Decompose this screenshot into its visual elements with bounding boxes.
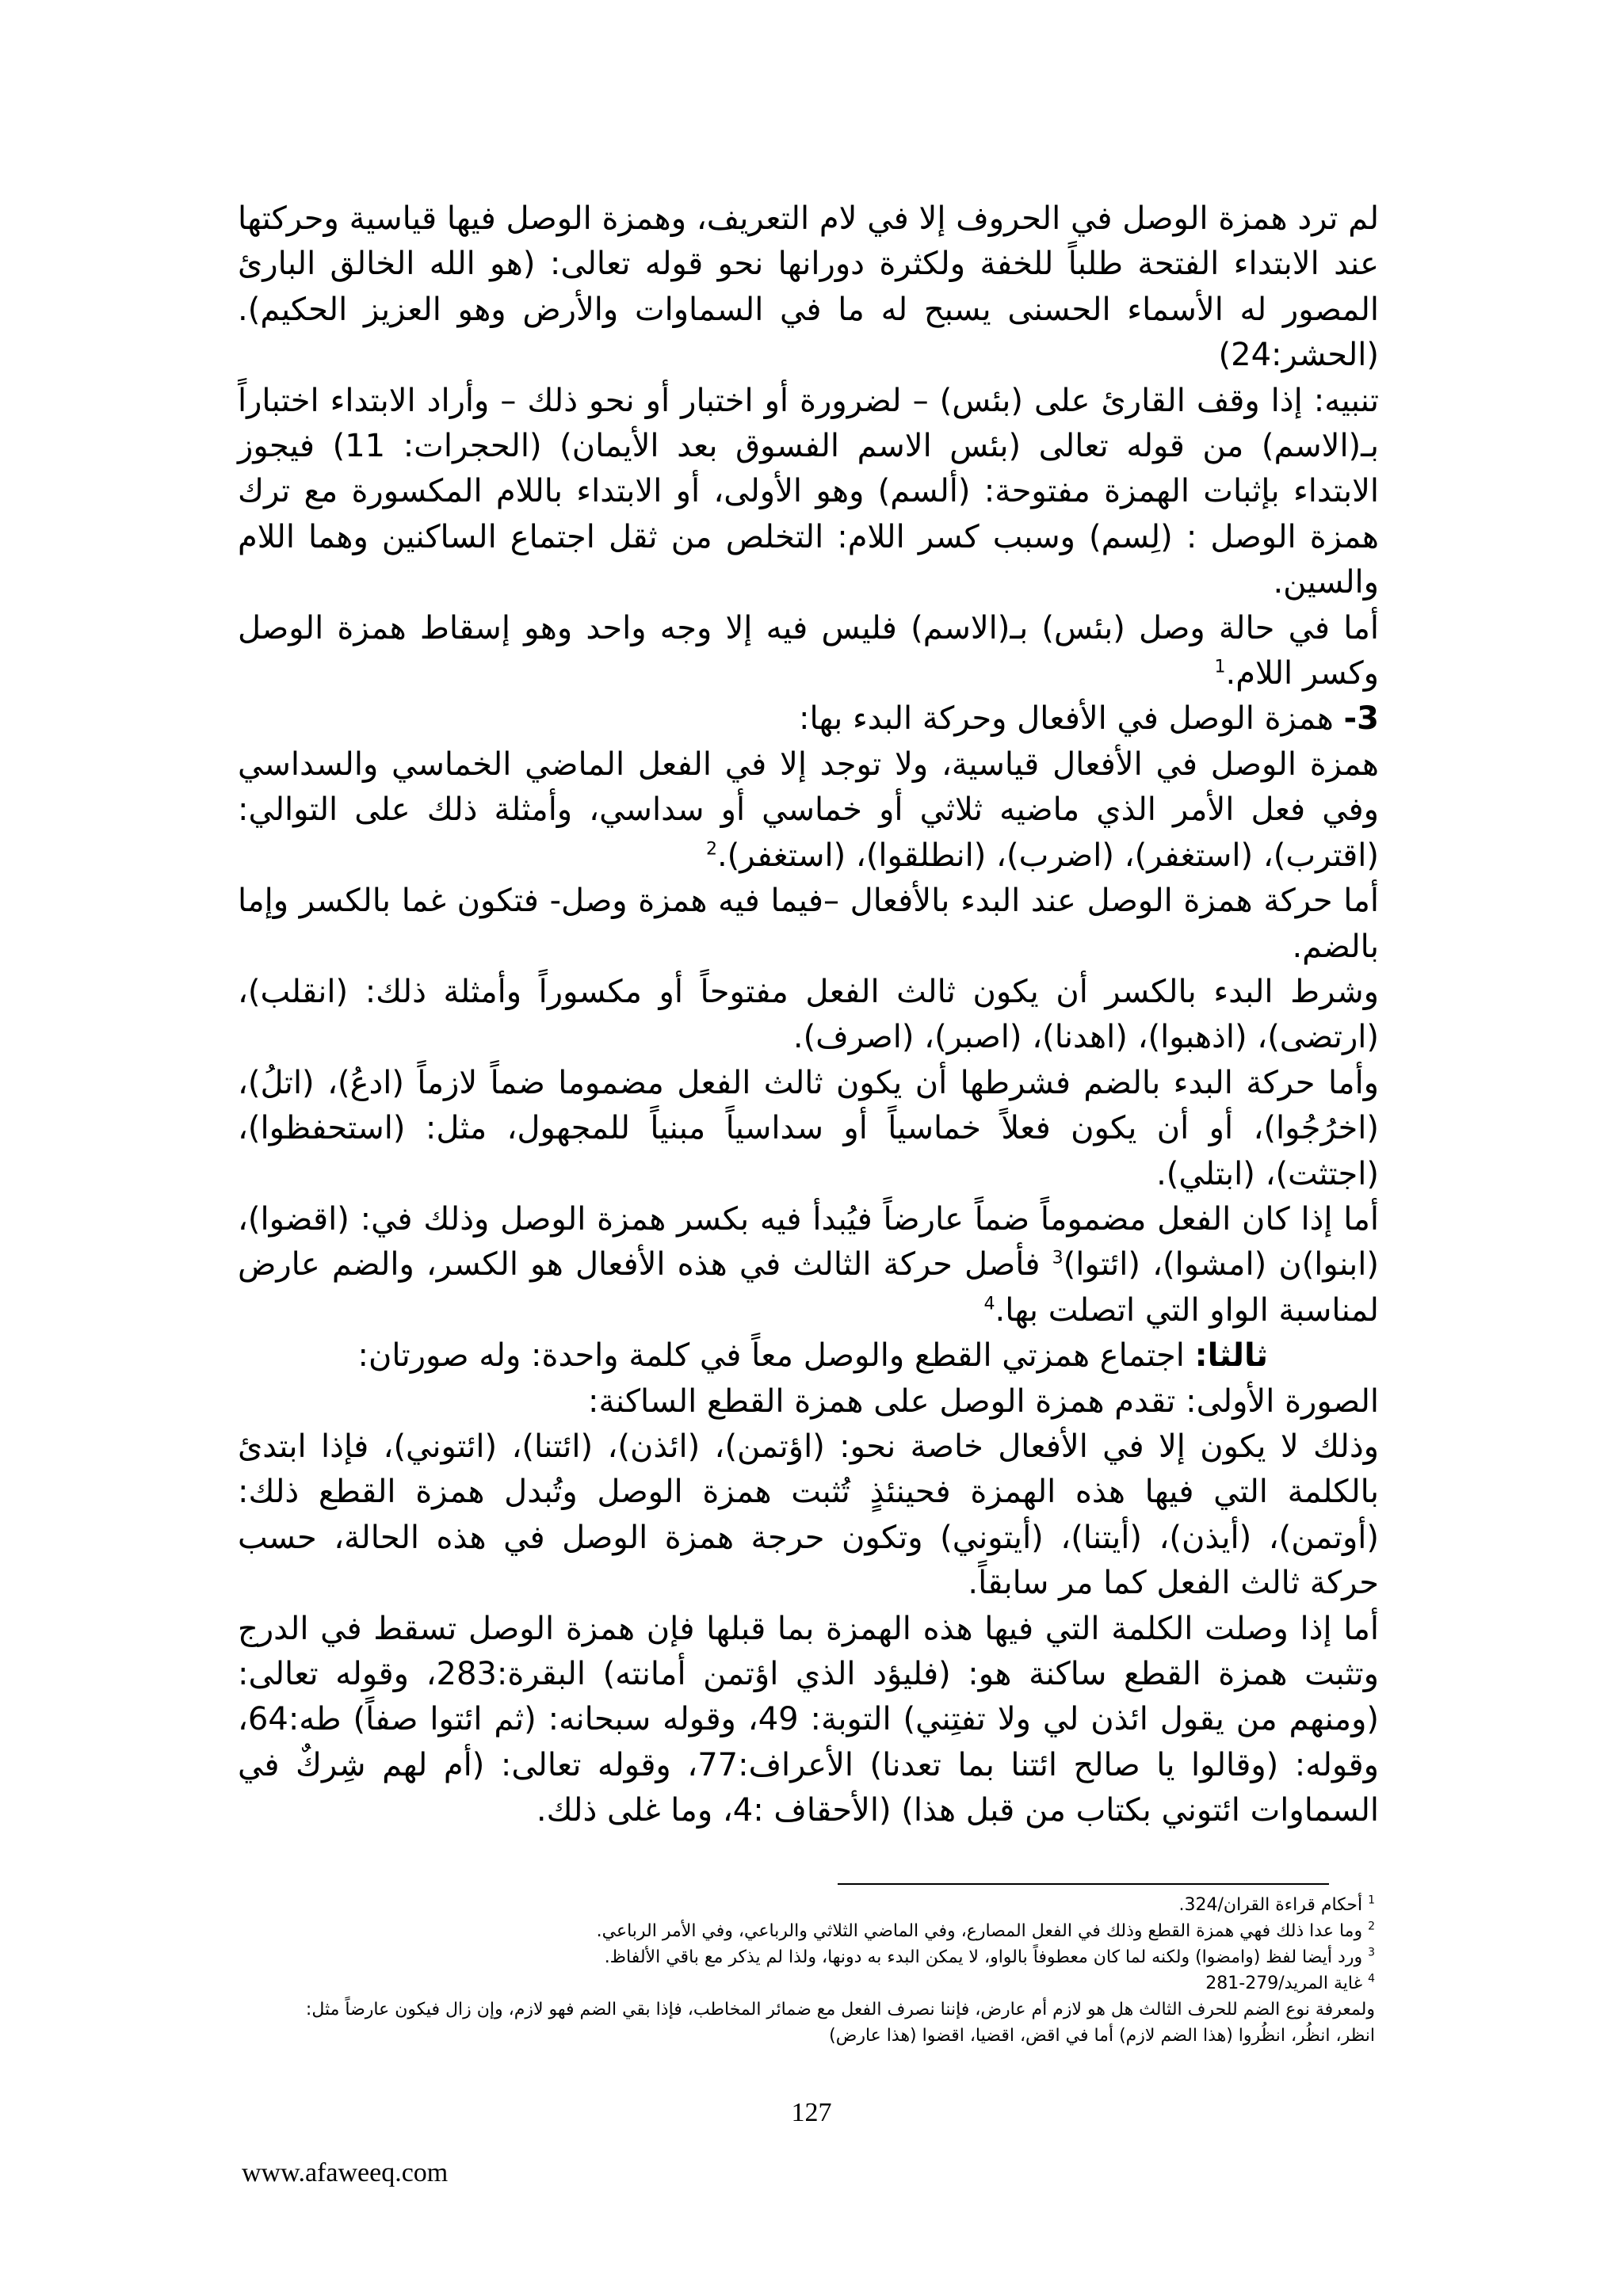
site-url[interactable]: www.afaweeq.com (242, 2158, 449, 2187)
paragraph (238, 606, 1379, 697)
paragraph: وأما حركة البدء بالضم فشرطها أن يكون ثالث الفعل مضموما ضماً لازماً (ادعُ)، (اتلُ)، (اخرُجُوا)، أو أن يكون فعلاً خماسياً أو سداسياً مبنياً للمجهول، مثل: (استحفظوا)، (اجتثت)، (ابتلي). (238, 1064, 1379, 1192)
page-number: 127 (791, 2098, 832, 2127)
footnote-text: غاية المريد/279-281 (1205, 1974, 1363, 1993)
footnote (281, 1892, 1375, 1918)
footnotes (281, 1892, 1375, 2049)
paragraph-text: أما في حالة وصل (بئس) بـ(الاسم) فليس فيه إلا وجه واحد وهو إسقاط همزة الوصل وكسر اللام. (238, 609, 1379, 692)
sub-heading-text: اجتماع همزتي القطع والوصل معاً في كلمة واحدة: وله صورتان: (357, 1337, 1195, 1375)
footnote-marker[interactable]: 1 (1214, 657, 1226, 677)
paragraph: وشرط البدء بالكسر أن يكون ثالث الفعل مفتوحاً أو مكسوراً وأمثلة ذلك: (انقلب)، (ارتضى)، (اذهبوا)، (اهدنا)، (اصبر)، (اصرف). (238, 973, 1379, 1056)
paragraph: تنبيه: إذا وقف القارئ على (بئس) – لضرورة أو اختبار أو نحو ذلك – وأراد الابتداء اختباراً بـ(الاسم) من قوله تعالى (بئس الاسم الفسوق بعد الأيمان) (الحجرات: 11) فيجوز الابتداء بإثبات الهمزة مفتوحة: (ألسم) وهو الأولى، أو الابتداء باللام المكسورة مع ترك همزة الوصل : (لِسم) وسبب كسر اللام: التخلص من ثقل اجتماع الساكنين وهما اللام والسين. (238, 382, 1380, 601)
footnote-number: 2 (1368, 1920, 1375, 1933)
footnote-note: ولمعرفة نوع الضم للحرف الثالث هل هو لازم أم عارض، فإننا نصرف الفعل مع ضمائر المخاطب، فإذا بقي الضم فهو لازم، وإن زال فيكون عارضاً مثل: (305, 2000, 1375, 2019)
paragraph: وذلك لا يكون إلا في الأفعال خاصة نحو: (اؤتمن)، (ائذن)، (ائتنا)، (ائتوني)، فإذا ابتدئ بالكلمة التي فيها هذه الهمزة فحينئذٍ تُثبت همزة الوصل وتُبدل همزة القطع ذلك: (أوتمن)، (أيذن)، (أيتنا)، (أيتوني) وتكون حرجة همزة الوصل في هذه الحالة، حسب حركة ثالث الفعل كما مر سابقاً. (238, 1428, 1379, 1602)
sub-heading-label: ثالثا: (1194, 1337, 1268, 1375)
footnote-number: 4 (1368, 1972, 1375, 1985)
paragraph: الصورة الأولى: تقدم همزة الوصل على همزة القطع الساكنة: (587, 1383, 1379, 1420)
paragraph-text: فأصل حركة الثالث في هذه الأفعال هو الكسر، والضم عارض لمناسبة الواو التي اتصلت بها. (238, 1246, 1379, 1329)
footnote-text: وما عدا ذلك فهي همزة القطع وذلك في الفعل المصارع، وفي الماضي الثلاثي والرباعي، وفي الأمر الرباعي. (596, 1921, 1363, 1941)
footnote-marker[interactable]: 3 (1052, 1249, 1064, 1269)
footnote-marker[interactable]: 2 (705, 839, 717, 860)
footnote (281, 1944, 1375, 1970)
section-heading-text: همزة الوصل في الأفعال وحركة البدء بها: (799, 700, 1344, 738)
footnote-text: أحكام قراءة القران/324. (1178, 1895, 1363, 1915)
paragraph: أما إذا وصلت الكلمة التي فيها هذه الهمزة بما قبلها فإن همزة الوصل تسقط في الدرج وتثبت همزة القطع ساكنة هو: (فليؤد الذي اؤتمن أمانته) البقرة:283، وقوله تعالى: (ومنهم من يقول ائذن لي ولا تفتِني) التوبة: 49، وقوله سبحانه: (ثم ائتوا صفاً) طه:64، وقوله: (وقالوا يا صالح ائتنا بما تعدنا) الأعراف:77، وقوله تعالى: (أم لهم شِركٌ في السماوات ائتوني بكتاب من قبل هذا) (الأحقاف :4، وما غلى ذلك. (238, 1610, 1379, 1829)
sub-heading (238, 1333, 1379, 1379)
section-number: 3- (1343, 700, 1379, 738)
section-heading (238, 696, 1379, 742)
footnote-number: 3 (1368, 1946, 1375, 1959)
paragraph (238, 1197, 1379, 1333)
paragraph (238, 742, 1379, 879)
footnote (281, 1918, 1375, 1944)
footnote (281, 1970, 1375, 1997)
paragraph-text: أما إذا كان الفعل مضموماً ضماً عارضاً فيُبدأ فيه بكسر همزة الوصل وذلك في: (اقضوا)، (ابنوا)ن (امشوا)، (ائتوا) (238, 1200, 1380, 1283)
footnote-example: انظر، انظُر، انظُروا (هذا الضم لازم) أما في اقض، اقضيا، اقضوا (هذا عارض) (829, 2026, 1375, 2046)
paragraph: لم ترد همزة الوصل في الحروف إلا في لام التعريف، وهمزة الوصل فيها قياسية وحركتها عند الابتداء الفتحة طلباً للخفة ولكثرة دورانها نحو قوله تعالى: (هو الله الخالق البارئ المصور له الأسماء الحسنى يسبح له ما في السماوات والأرض وهو العزيز الحكيم). (الحشر:24) (238, 200, 1379, 374)
paragraph-text: همزة الوصل في الأفعال قياسية، ولا توجد إلا في الفعل الماضي الخماسي والسداسي وفي فعل الأمر الذي ماضيه ثلاثي أو خماسي أو سداسي، وأمثلة ذلك على التوالي: (اقترب)، (استغفر)، (اضرب)، (انطلقوا)، (استغفر). (238, 746, 1379, 874)
paragraph: أما حركة همزة الوصل عند البدء بالأفعال –فيما فيه همزة وصل- فتكون غما بالكسر وإما بالضم. (238, 883, 1379, 965)
footnote-marker[interactable]: 4 (983, 1294, 995, 1314)
main-text (238, 196, 1379, 1834)
footnote-text: ورد أيضا لفظ (وامضوا) ولكنه لما كان معطوفاً بالواو، لا يمكن البدء به دونها، ولذا لم يذكر مع باقي الألفاظ. (604, 1947, 1363, 1967)
footnote-separator (838, 1883, 1329, 1885)
footnote-number: 1 (1368, 1894, 1375, 1907)
